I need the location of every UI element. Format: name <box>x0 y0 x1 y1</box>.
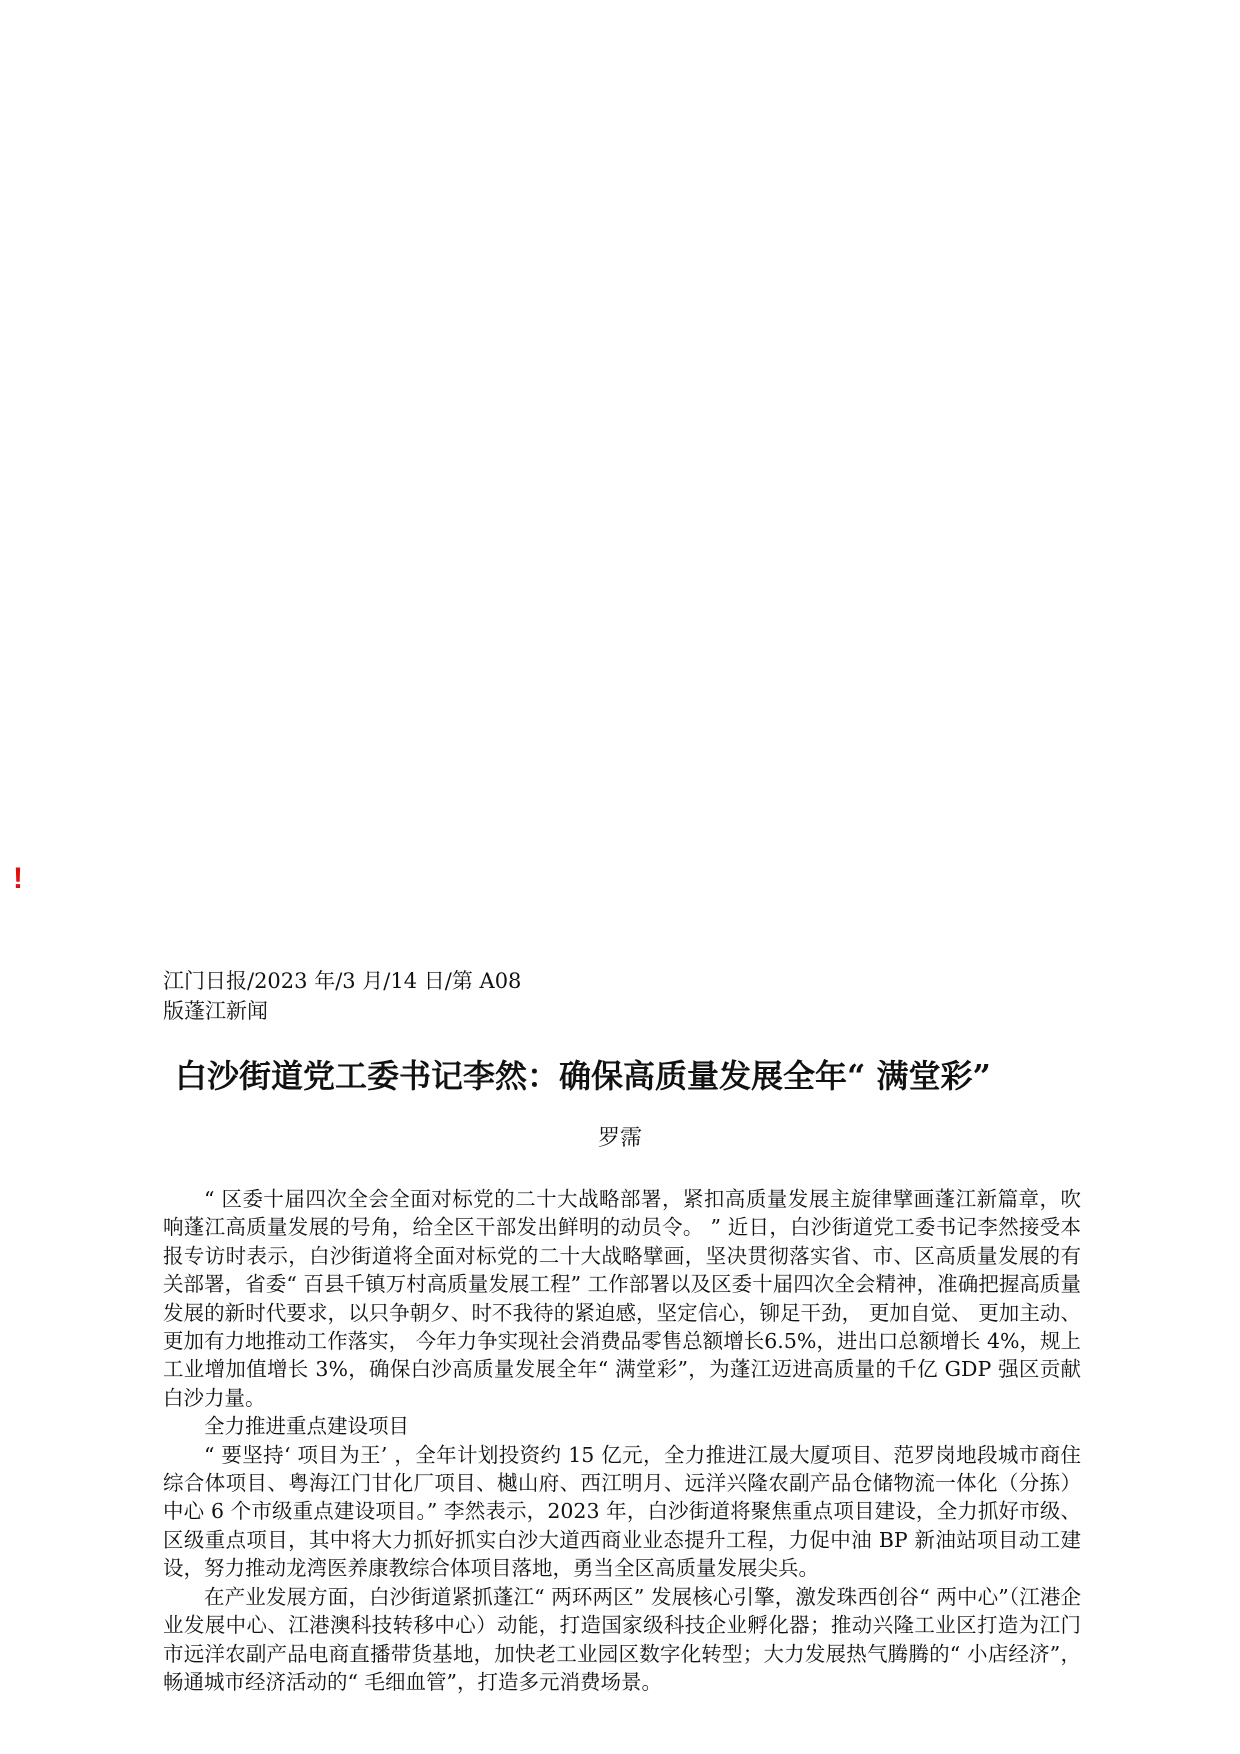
article-title: 白沙街道党工委书记李然：确保高质量发展全年“ 满堂彩” <box>175 1057 991 1095</box>
section-heading: 全力推进重点建设项目 <box>204 1414 409 1439</box>
paragraph-industry: 在产业发展方面，白沙街道紧抓蓬江“ 两环两区” 发展核心引擎，激发珠西创谷“ 两中心”（江港企业发展中心、江港澳科技转移中心）动能，打造国家级科技企业孵化器；推动兴隆工业区打造为江门市远洋农副产品电商直播带货基地，加快老工业园区数字化转型；大力发展热气腾腾的“ 小店经济”，畅通城市经济活动的“ 毛细血管”，打造多元消费场景。 <box>163 1584 1081 1694</box>
section-line: 版蓬江新闻 <box>163 999 268 1023</box>
article-author: 罗霈 <box>597 1126 642 1151</box>
red-exclamation-mark: ! <box>13 862 23 895</box>
paragraph-projects: “ 要坚持‘ 项目为王’ ，全年计划投资约 15 亿元，全力推进江晟大厦项目、范罗岗地段城市商住综合体项目、粤海江门甘化厂项目、樾山府、西江明月、远洋兴隆农副产品仓储物流一体化（分拣）中心 6 个市级重点建设项目。” 李然表示，2023 年，白沙街道将聚焦重点项目建设，全力抓好市级、区级重点项目，其中将大力抓好抓实白沙大道西商业业态提升工程，力促中油 BP 新油站项目动工建设，努力推动龙湾医养康教综合体项目落地，勇当全区高质量发展尖兵。 <box>163 1442 1081 1581</box>
source-line: 江门日报/2023 年/3 月/14 日/第 A08 <box>163 969 522 993</box>
publication-info <box>163 966 521 1026</box>
article-body <box>163 1185 1081 1696</box>
paragraph-intro: “ 区委十届四次全会全面对标党的二十大战略部署，紧扣高质量发展主旋律擘画蓬江新篇章，吹响蓬江高质量发展的号角，给全区干部发出鲜明的动员令。 ” 近日，白沙街道党工委书记李然接受本报专访时表示，白沙街道将全面对标党的二十大战略擘画，坚决贯彻落实省、市、区高质量发展的有关部署，省委“ 百县千镇万村高质量发展工程” 工作部署以及区委十届四次全会精神，准确把握高质量发展的新时代要求，以只争朝夕、时不我待的紧迫感，坚定信心，铆足干劲， 更加自觉、 更加主动、 更加有力地推动工作落实， 今年力争实现社会消费品零售总额增长6.5%，进出口总额增长 4%，规上工业增加值增长 3%，确保白沙高质量发展全年“ 满堂彩”，为蓬江迈进高质量的千亿 GDP 强区贡献白沙力量。 <box>163 1187 1081 1410</box>
